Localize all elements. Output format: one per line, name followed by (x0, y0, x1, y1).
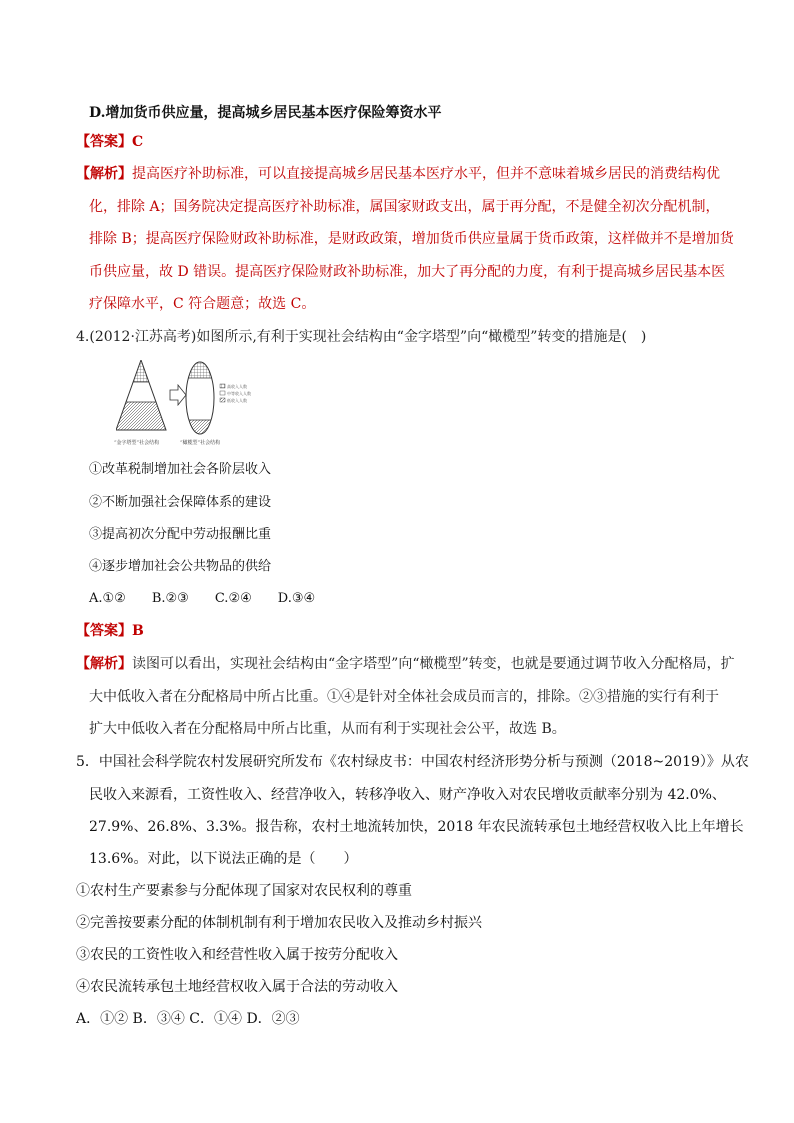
q4-analysis-line-2: 大中低收入者在分配格局中所占比重。①④是针对全体社会成员而言的，排除。②③措施的实行有利于 (89, 689, 719, 705)
q5-item-2: ②完善按要素分配的体制机制有利于增加农民收入及推动乡村振兴 (76, 915, 482, 931)
answer-tag: 【答案】 (76, 134, 132, 150)
q3-answer (76, 134, 143, 150)
q4-analysis-line-3: 扩大中低收入者在分配格局中所占比重，从而有利于实现社会公平，故选 B。 (89, 721, 566, 737)
q4-item-4: ④逐步增加社会公共物品的供给 (89, 559, 272, 574)
analysis-tag: 【解析】 (76, 166, 132, 182)
social-structure-figure (116, 360, 256, 448)
caption-olive: “橄榄型”社会结构 (180, 440, 221, 446)
q4-analysis-line-1: 【解析】读图可以看出，实现社会结构由“金字塔型”向“橄榄型”转变，也就是要通过调节收入分配格局，扩 (76, 656, 735, 672)
answer-value: C (132, 134, 144, 150)
q5-stem-line-4: 13.6%。对此，以下说法正确的是（ ） (89, 851, 358, 867)
q3-analysis-line-1: 【解析】提高医疗补助标准，可以直接提高城乡居民基本医疗水平，但并不意味着城乡居民的消费结构优 (76, 166, 720, 182)
q5-stem-line-1: 5．中国社会科学院农村发展研究所发布《农村绿皮书：中国农村经济形势分析与预测（2018~2019）》从农 (76, 754, 749, 770)
q3-analysis-line-3: 排除 B；提高医疗保险财政补助标准，是财政政策，增加货币供应量属于货币政策，这样做并不是增加货 (89, 231, 734, 247)
q3-analysis-line-5: 疗保障水平，C 符合题意；故选 C。 (89, 296, 316, 312)
q5-stem-line-3: 27.9%、26.8%、3.3%。报告称，农村土地流转加快，2018 年农民流转承包土地经营权收入比上年增长 (89, 819, 744, 835)
q3-analysis-line-4: 币供应量，故 D 错误。提高医疗保险财政补助标准，加大了再分配的力度，有利于提高城乡居民基本医 (89, 264, 726, 280)
q4-item-2: ②不断加强社会保障体系的建设 (89, 495, 272, 510)
caption-pyramid: “金字塔型”社会结构 (114, 440, 160, 446)
legend-low-swatch (220, 398, 225, 402)
legend-high-label: 高收入人数 (227, 384, 247, 389)
q4-item-1: ①改革税制增加社会各阶层收入 (89, 462, 272, 477)
q5-item-3: ③农民的工资性收入和经营性收入属于按劳分配收入 (76, 947, 398, 963)
q4-item-3: ③提高初次分配中劳动报酬比重 (89, 527, 272, 542)
legend-low-label: 低收入人数 (227, 398, 247, 403)
q3-analysis-line-2: 化，排除 A；国务院决定提高医疗补助标准，属国家财政支出，属于再分配，不是健全初次分配机制， (89, 199, 720, 215)
q5-stem-line-2: 民收入来源看，工资性收入、经营净收入，转移净收入、财产净收入对农民增收贡献率分别为 42.0%、 (89, 787, 726, 803)
arrow-right-icon (170, 385, 186, 405)
q5-item-4: ④农民流转承包土地经营权收入属于合法的劳动收入 (76, 979, 398, 995)
q4-answer (76, 623, 144, 639)
analysis-tag: 【解析】 (76, 656, 132, 672)
q5-item-1: ①农村生产要素参与分配体现了国家对农民权利的尊重 (76, 883, 412, 899)
q5-options: A．①② B．③④ C．①④ D．②③ (76, 1011, 300, 1027)
legend-middle-swatch (220, 391, 225, 395)
q4-options: A.①② B.②③ C.②④ D.③④ (89, 591, 316, 606)
answer-tag: 【答案】 (76, 623, 132, 639)
legend-middle-label: 中等收入人数 (227, 391, 251, 396)
answer-value: B (132, 623, 144, 639)
legend-high-swatch (220, 384, 225, 388)
q3-option-d: D.增加货币供应量，提高城乡居民基本医疗保险筹资水平 (89, 105, 442, 121)
q4-stem: 4.(2012·江苏高考)如图所示,有利于实现社会结构由“金字塔型”向“橄榄型”转变的措施是( ) (76, 329, 647, 345)
pyramid-shape (116, 360, 166, 430)
